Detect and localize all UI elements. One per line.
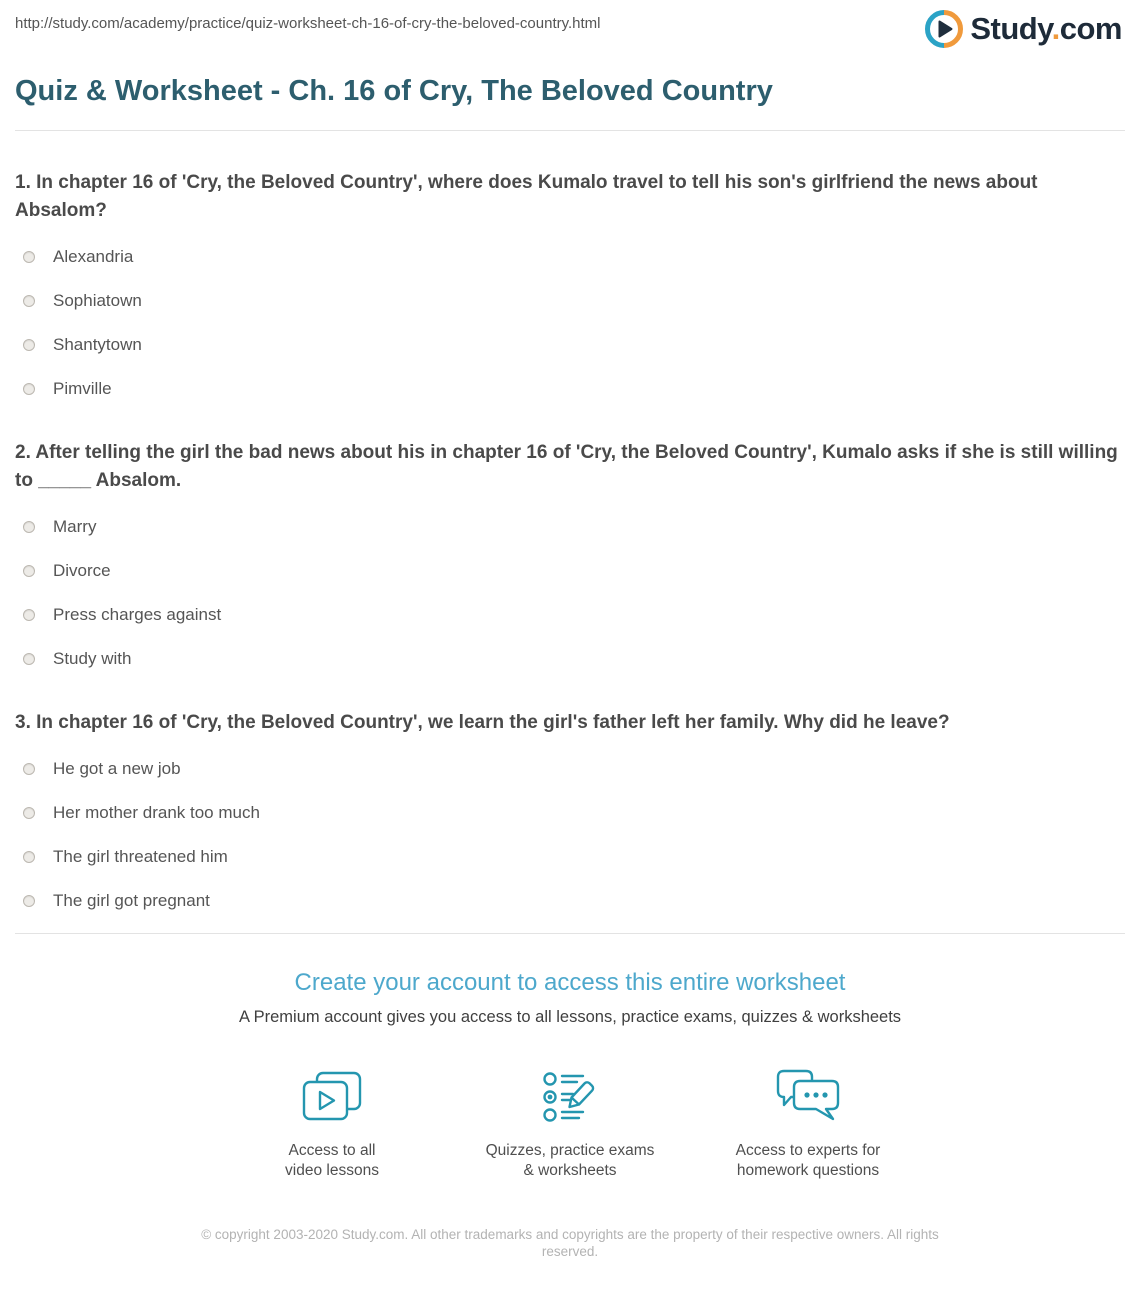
radio-button[interactable]	[23, 653, 35, 665]
option-label: Marry	[53, 517, 97, 536]
question-text: 3. In chapter 16 of 'Cry, the Beloved Country', we learn the girl's father left her family. Why did he leave?	[15, 712, 950, 733]
logo-wordmark: Study.com	[970, 11, 1122, 46]
quizzes-worksheets-icon	[541, 1068, 599, 1128]
answer-option[interactable]	[15, 515, 1125, 539]
create-account-section	[0, 968, 1140, 1181]
page-footer	[0, 1226, 1140, 1290]
radio-button[interactable]	[23, 295, 35, 307]
radio-button[interactable]	[23, 521, 35, 533]
question-text: 2. After telling the girl the bad news about his in chapter 16 of 'Cry, the Beloved Country', Kumalo asks if she is still willing to _____ Absalom.	[15, 442, 1118, 491]
question-3	[15, 709, 1125, 913]
radio-button[interactable]	[23, 609, 35, 621]
feature-label: Access to all video lessons	[285, 1142, 379, 1179]
answer-options	[15, 245, 1125, 401]
cta-heading: Create your account to access this entire worksheet	[294, 969, 846, 996]
option-label: Her mother drank too much	[53, 803, 260, 822]
section-divider	[15, 933, 1125, 934]
video-lessons-icon	[300, 1068, 364, 1128]
option-label: Shantytown	[53, 335, 142, 354]
option-label: Study with	[53, 649, 132, 668]
radio-button[interactable]	[23, 251, 35, 263]
radio-button[interactable]	[23, 339, 35, 351]
feature-row	[0, 1068, 1140, 1181]
answer-option[interactable]	[15, 889, 1125, 913]
question-1	[15, 169, 1125, 401]
answer-option[interactable]	[15, 377, 1125, 401]
studycom-logo[interactable]	[925, 10, 1122, 48]
radio-button[interactable]	[23, 851, 35, 863]
answer-options	[15, 757, 1125, 913]
radio-button[interactable]	[23, 763, 35, 775]
answer-option[interactable]	[15, 845, 1125, 869]
chat-experts-icon	[776, 1068, 840, 1128]
feature-label: Access to experts for homework questions	[735, 1142, 881, 1179]
feature-quizzes-worksheets	[461, 1068, 679, 1181]
answer-option[interactable]	[15, 801, 1125, 825]
option-label: Pimville	[53, 379, 112, 398]
feature-video-lessons	[223, 1068, 441, 1181]
feature-homework-experts	[699, 1068, 917, 1181]
radio-button[interactable]	[23, 895, 35, 907]
page-url: http://study.com/academy/practice/quiz-worksheet-ch-16-of-cry-the-beloved-country.html	[15, 15, 601, 32]
option-label: Press charges against	[53, 605, 222, 624]
option-label: Sophiatown	[53, 291, 142, 310]
answer-option[interactable]	[15, 647, 1125, 671]
play-logo-icon	[925, 10, 963, 48]
answer-option[interactable]	[15, 333, 1125, 357]
answer-option[interactable]	[15, 289, 1125, 313]
option-label: The girl got pregnant	[53, 891, 210, 910]
title-divider	[15, 130, 1125, 131]
cta-subheading: A Premium account gives you access to all lessons, practice exams, quizzes & worksheets	[238, 1008, 902, 1026]
option-label: He got a new job	[53, 759, 181, 778]
option-label: The girl threatened him	[53, 847, 228, 866]
answer-option[interactable]	[15, 603, 1125, 627]
option-label: Divorce	[53, 561, 111, 580]
option-label: Alexandria	[53, 247, 134, 266]
feature-label: Quizzes, practice exams & worksheets	[485, 1142, 655, 1179]
page-title: Quiz & Worksheet - Ch. 16 of Cry, The Beloved Country	[15, 75, 773, 107]
answer-options	[15, 515, 1125, 671]
answer-option[interactable]	[15, 559, 1125, 583]
answer-option[interactable]	[15, 245, 1125, 269]
radio-button[interactable]	[23, 565, 35, 577]
radio-button[interactable]	[23, 807, 35, 819]
question-2	[15, 439, 1125, 671]
question-text: 1. In chapter 16 of 'Cry, the Beloved Country', where does Kumalo travel to tell his son's girlfriend the news about Absalom?	[15, 172, 1038, 221]
top-bar	[0, 0, 1140, 48]
radio-button[interactable]	[23, 383, 35, 395]
answer-option[interactable]	[15, 757, 1125, 781]
copyright-text: © copyright 2003-2020 Study.com. All other trademarks and copyrights are the property of their respective owners. All rights reserved.	[201, 1227, 939, 1259]
